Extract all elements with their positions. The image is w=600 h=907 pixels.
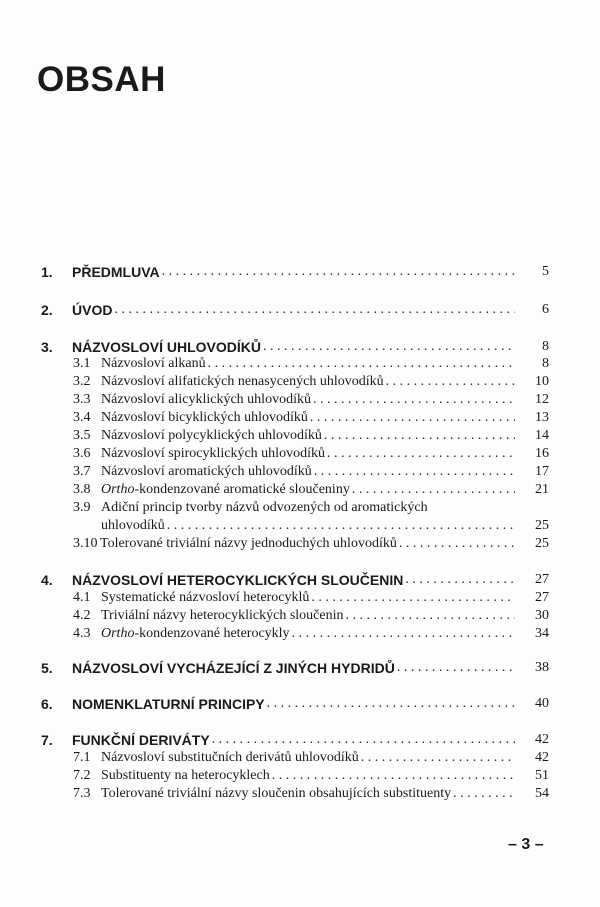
entry-title-line [101, 608, 515, 624]
entry-title: Substituenty na heterocyklech [101, 768, 270, 783]
entry-title-line [101, 590, 515, 606]
dot-leader [324, 428, 515, 444]
entry-title: NÁZVOSLOVÍ HETEROCYKLICKÝCH SLOUČENIN [72, 572, 404, 588]
entry-number: 3.9 [73, 500, 91, 515]
dot-leader [272, 768, 515, 784]
entry-title: Názvosloví aromatických uhlovodíků [101, 464, 312, 479]
entry-page: 25 [535, 518, 549, 533]
entry-title-line [72, 339, 515, 355]
entry-number: 3.3 [73, 392, 91, 407]
entry-page: 8 [542, 356, 549, 371]
entry-number: 7.2 [73, 768, 91, 783]
dot-leader [313, 392, 515, 408]
entry-number: 7.3 [73, 786, 91, 801]
entry-title: -kondenzované heterocykly [134, 626, 290, 641]
entry-title: Triviální názvy heterocyklických sloučenin [101, 608, 344, 623]
page-number: – 3 – [508, 836, 544, 853]
entry-title-line [101, 518, 515, 534]
toc-section [0, 462, 600, 480]
entry-number: 4.2 [73, 608, 91, 623]
entry-title-line [72, 264, 515, 280]
entry-title-line [101, 750, 515, 766]
entry-page: 40 [535, 696, 549, 711]
toc-section [0, 372, 600, 390]
toc-chapter [0, 694, 600, 712]
entry-title-italic: Ortho [101, 482, 135, 497]
entry-page: 17 [535, 464, 549, 479]
entry-page: 30 [535, 608, 549, 623]
entry-page: 14 [535, 428, 549, 443]
dot-leader [314, 464, 515, 480]
entry-title: PŘEDMLUVA [72, 264, 160, 280]
dot-leader [345, 608, 515, 624]
toc-section [0, 766, 600, 784]
entry-page: 10 [535, 374, 549, 389]
entry-title: Tolerované triviální názvy sloučenin obsahujících substituenty [101, 786, 452, 801]
entry-title: Názvosloví polycyklických uhlovodíků [101, 428, 322, 443]
dot-leader [263, 339, 515, 355]
entry-number: 2. [41, 302, 53, 318]
dot-leader [361, 750, 515, 766]
entry-number: 7. [41, 732, 53, 748]
dot-leader [167, 518, 515, 534]
entry-title: uhlovodíků [101, 518, 165, 533]
entry-number: 3.4 [73, 410, 91, 425]
entry-title-line [101, 626, 515, 642]
dot-leader [397, 660, 515, 676]
entry-title: Názvosloví spirocyklických uhlovodíků [101, 446, 325, 461]
entry-title: ÚVOD [72, 302, 113, 318]
entry-number: 3.2 [73, 374, 91, 389]
entry-title-line [101, 374, 515, 390]
toc-section [0, 784, 600, 802]
entry-title: -kondenzované aromatické sloučeniny [134, 482, 350, 497]
toc-section [0, 748, 600, 766]
toc-section [0, 624, 600, 642]
entry-title: Názvosloví alkanů [101, 356, 206, 371]
entry-title-line [101, 500, 515, 516]
dot-leader [405, 572, 515, 588]
entry-title-line [72, 302, 515, 318]
entry-page: 6 [542, 302, 549, 317]
entry-title-line [101, 482, 515, 498]
entry-title: Tolerované triviální názvy jednoduchých uhlovodíků [100, 536, 397, 551]
entry-title-line [101, 464, 515, 480]
toc-section [0, 498, 600, 516]
entry-number: 4.1 [73, 590, 91, 605]
toc-section [0, 390, 600, 408]
entry-title: Systematické názvosloví heterocyklů [101, 590, 310, 605]
entry-page: 42 [535, 732, 549, 747]
entry-number: 3.8 [73, 482, 91, 497]
toc-section [0, 480, 600, 498]
entry-page: 34 [535, 626, 549, 641]
entry-number: 3.6 [73, 446, 91, 461]
entry-number: 3.1 [73, 356, 91, 371]
entry-title-line [72, 572, 515, 588]
entry-number: 3.10 [73, 536, 98, 551]
entry-title: Názvosloví bicyklických uhlovodíků [101, 410, 308, 425]
toc-chapter [0, 730, 600, 748]
entry-page: 27 [535, 572, 549, 587]
entry-title: NOMENKLATURNÍ PRINCIPY [72, 696, 265, 712]
entry-number: 3. [41, 339, 53, 355]
entry-title-line [72, 660, 515, 676]
toc-chapter [0, 570, 600, 588]
entry-number: 6. [41, 696, 53, 712]
toc-section [0, 426, 600, 444]
entry-number: 1. [41, 264, 53, 280]
entry-page: 13 [535, 410, 549, 425]
entry-number: 3.5 [73, 428, 91, 443]
entry-title-line [101, 356, 515, 372]
entry-title: NÁZVOSLOVÍ VYCHÁZEJÍCÍ Z JINÝCH HYDRIDŮ [72, 660, 395, 676]
toc-section-continued [0, 516, 600, 534]
dot-leader [327, 446, 515, 462]
entry-page: 51 [535, 768, 549, 783]
dot-leader [386, 374, 515, 390]
entry-page: 12 [535, 392, 549, 407]
page-title: OBSAH [37, 60, 166, 99]
entry-title-line [101, 768, 515, 784]
entry-title: Názvosloví substitučních derivátů uhlovodíků [101, 750, 359, 765]
toc-section [0, 606, 600, 624]
entry-number: 4. [41, 572, 53, 588]
entry-page: 21 [535, 482, 549, 497]
entry-page: 54 [535, 786, 549, 801]
dot-leader [311, 590, 515, 606]
toc-section [0, 354, 600, 372]
entry-title-italic: Ortho [101, 626, 135, 641]
dot-leader [352, 482, 515, 498]
entry-title: Názvosloví alifatických nenasycených uhlovodíků [101, 374, 384, 389]
entry-number: 5. [41, 660, 53, 676]
entry-page: 8 [542, 339, 549, 354]
dot-leader [453, 786, 515, 802]
entry-title: NÁZVOSLOVÍ UHLOVODÍKŮ [72, 339, 262, 355]
entry-title-line [100, 536, 515, 552]
toc-chapter [0, 300, 600, 318]
entry-number: 4.3 [73, 626, 91, 641]
entry-title-line [72, 732, 515, 748]
entry-title: Názvosloví alicyklických uhlovodíků [101, 392, 311, 407]
dot-leader [267, 696, 515, 712]
entry-title-line [101, 786, 515, 802]
entry-title-line [101, 428, 515, 444]
toc-section [0, 534, 600, 552]
toc-section [0, 408, 600, 426]
entry-title-line [101, 410, 515, 426]
dot-leader [292, 626, 515, 642]
toc-chapter [0, 658, 600, 676]
entry-page: 25 [535, 536, 549, 551]
toc-section [0, 444, 600, 462]
entry-title-line [101, 446, 515, 462]
entry-page: 27 [535, 590, 549, 605]
toc-chapter [0, 262, 600, 280]
entry-title-line [101, 392, 515, 408]
dot-leader [114, 302, 515, 318]
entry-title: FUNKČNÍ DERIVÁTY [72, 732, 210, 748]
entry-number: 3.7 [73, 464, 91, 479]
entry-page: 5 [542, 264, 549, 279]
entry-title-line [72, 696, 515, 712]
entry-page: 42 [535, 750, 549, 765]
toc-section [0, 588, 600, 606]
entry-page: 38 [535, 660, 549, 675]
dot-leader [310, 410, 515, 426]
entry-page: 16 [535, 446, 549, 461]
dot-leader [162, 264, 515, 280]
toc-chapter [0, 337, 600, 355]
dot-leader [399, 536, 515, 552]
dot-leader [212, 732, 515, 748]
entry-number: 7.1 [73, 750, 91, 765]
dot-leader [208, 356, 515, 372]
entry-title: Adiční princip tvorby názvů odvozených od aromatických [101, 500, 428, 515]
